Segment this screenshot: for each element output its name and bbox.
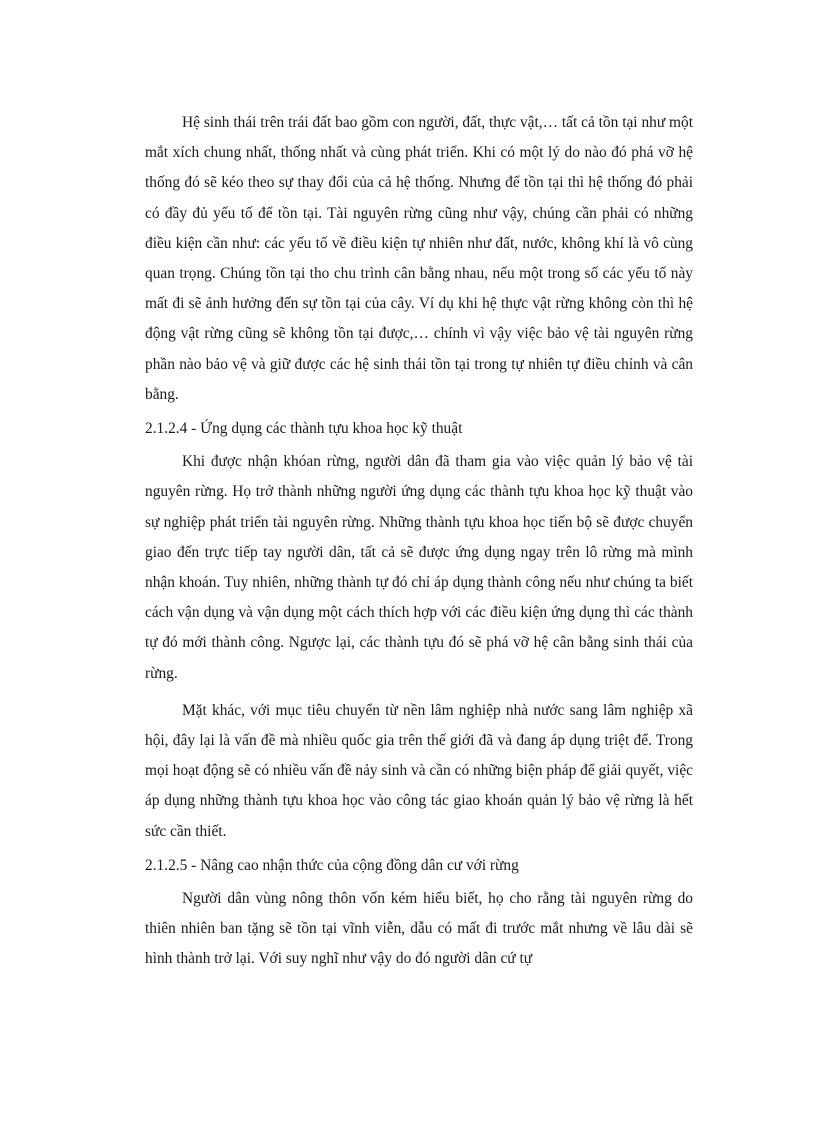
document-page <box>145 108 693 975</box>
section-heading: 2.1.2.4 - Ứng dụng các thành tựu khoa học kỹ thuật <box>145 420 463 438</box>
body-paragraph: Người dân vùng nông thôn vốn kém hiểu biết, họ cho rằng tài nguyên rừng do thiên nhiên ban tặng sẽ tồn tại vĩnh viễn, dẫu có mất đi trước mắt nhưng về lâu dài sẽ hình thành trở lại. Với suy nghĩ như vậy do đó người dân cứ tự <box>145 890 693 968</box>
body-paragraph: Mặt khác, với mục tiêu chuyển từ nền lâm nghiệp nhà nước sang lâm nghiệp xã hội, đây lại là vấn đề mà nhiều quốc gia trên thế giới đã và đang áp dụng triệt để. Trong mọi hoạt động sẽ có nhiều vấn đề nảy sinh và cần có những biện pháp để giải quyết, việc áp dụng những thành tựu khoa học vào công tác giao khoán quản lý bảo vệ rừng là hết sức cần thiết. <box>145 701 693 840</box>
body-paragraph: Khi được nhận khóan rừng, người dân đã tham gia vào việc quản lý bảo vệ tài nguyên rừng. Họ trở thành những người ứng dụng các thành tựu khoa học kỹ thuật vào sự nghiệp phát triển tài nguyên rừng. Những thành tựu khoa học tiến bộ sẽ được chuyển giao đến trực tiếp tay người dân, tất cả sẽ được ứng dụng ngay trên lô rừng mà mình nhận khoán. Tuy nhiên, những thành tự đó chỉ áp dụng thành công nếu như chúng ta biết cách vận dụng và vận dụng một cách thích hợp với các điều kiện ứng dụng thì các thành tự đó mới thành công. Ngược lại, các thành tựu đó sẽ phá vỡ hệ cân bằng sinh thái của rừng. <box>145 453 693 682</box>
section-heading: 2.1.2.5 - Nâng cao nhận thức của cộng đồng dân cư với rừng <box>145 856 519 874</box>
body-paragraph: Hệ sinh thái trên trái đất bao gồm con người, đất, thực vật,… tất cả tồn tại như một mắt xích chung nhất, thống nhất và cùng phát triển. Khi có một lý do nào đó phá vỡ hệ thống đó sẽ kéo theo sự thay đổi của cả hệ thống. Nhưng để tồn tại thì hệ thống đó phải có đầy đủ yếu tố để tồn tại. Tài nguyên rừng cũng như vậy, chúng cần phải có những điều kiện cần như: các yếu tố về điều kiện tự nhiên như đất, nước, không khí là vô cùng quan trọng. Chúng tồn tại tho chu trình cân bằng nhau, nếu một trong số các yếu tố này mất đi sẽ ảnh hưởng đến sự tồn tại của cây. Ví dụ khi hệ thực vật rừng không còn thì hệ động vật rừng cũng sẽ không tồn tại được,… chính vì vậy việc bảo vệ tài nguyên rừng phần nào bảo vệ và giữ được các hệ sinh thái tồn tại trong tự nhiên tự điều chỉnh và cân bằng. <box>145 114 693 403</box>
